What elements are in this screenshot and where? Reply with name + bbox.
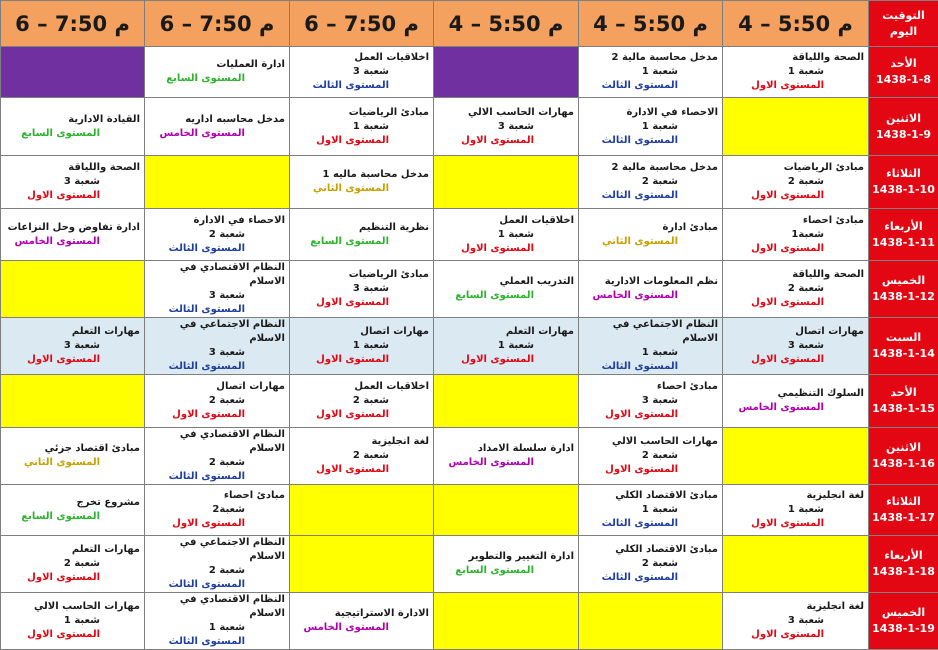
empty-slot <box>1 375 145 428</box>
day-name: الاثنين <box>869 440 938 456</box>
schedule-row <box>1 428 938 485</box>
course-level: المستوى الاول <box>583 408 718 422</box>
course-cell <box>145 47 290 98</box>
course-level: المستوى الاول <box>149 408 285 422</box>
course-name: اخلاقيات العمل <box>294 380 429 394</box>
course-name: الاحصاء في الادارة <box>149 214 285 228</box>
course-section: شعبة 2 <box>583 449 718 463</box>
day-cell <box>869 318 938 375</box>
course-name: مبادئ اقتصاد جزئي <box>5 442 140 456</box>
schedule-row <box>1 47 938 98</box>
course-level: المستوى السابع <box>438 564 574 578</box>
course-section: شعبة 3 <box>294 282 429 296</box>
day-date: 1438-1-19 <box>869 621 938 637</box>
course-cell <box>145 593 290 650</box>
day-cell <box>869 209 938 261</box>
course-name: القيادة الادارية <box>5 113 140 127</box>
schedule-row <box>1 375 938 428</box>
course-level: المستوى السابع <box>438 289 574 303</box>
course-section: شعبة 2 <box>149 394 285 408</box>
course-level: المستوى الثالث <box>583 360 718 374</box>
course-name: مبادئ احصاء <box>583 380 718 394</box>
course-name: نظم المعلومات الادارية <box>583 275 718 289</box>
course-cell <box>579 98 723 156</box>
course-cell <box>723 156 869 209</box>
blocked-slot <box>434 47 579 98</box>
header-row <box>1 1 938 47</box>
slot-header-1: 4 – 5:50 م <box>723 1 869 47</box>
course-section: شعبة 3 <box>294 65 429 79</box>
course-name: لغة انجليزية <box>294 435 429 449</box>
course-level: المستوى الخامس <box>294 621 429 635</box>
course-level: المستوى الاول <box>5 189 140 203</box>
course-section: شعبة 2 <box>727 175 864 189</box>
course-level: المستوى الاول <box>149 517 285 531</box>
course-section: شعبة 2 <box>149 456 285 470</box>
course-name: مهارات التعلم <box>5 325 140 339</box>
course-cell <box>579 209 723 261</box>
day-name: الأربعاء <box>869 219 938 235</box>
course-section: شعبة 1 <box>727 65 864 79</box>
course-level: المستوى الثالث <box>294 79 429 93</box>
course-cell <box>723 47 869 98</box>
day-date: 1438-1-12 <box>869 289 938 305</box>
slot-header-2: 4 – 5:50 م <box>579 1 723 47</box>
course-cell <box>1 318 145 375</box>
day-name: الثلاثاء <box>869 166 938 182</box>
course-name: مبادئ الرياضيات <box>294 106 429 120</box>
course-section: شعبة 1 <box>5 614 140 628</box>
course-section: شعبة 2 <box>294 394 429 408</box>
course-name: مبادئ الاقتصاد الكلي <box>583 543 718 557</box>
empty-slot <box>723 428 869 485</box>
empty-slot <box>434 156 579 209</box>
course-level: المستوى الاول <box>294 463 429 477</box>
course-level: المستوى الاول <box>727 296 864 310</box>
course-name: مبادئ احصاء <box>149 489 285 503</box>
course-section: شعبة 3 <box>727 339 864 353</box>
course-level: المستوى الخامس <box>149 127 285 141</box>
course-cell <box>290 428 434 485</box>
course-cell <box>1 98 145 156</box>
course-level: المستوى الثالث <box>149 578 285 592</box>
schedule-row <box>1 156 938 209</box>
course-section: شعبة 1 <box>727 503 864 517</box>
day-name: الخميس <box>869 273 938 289</box>
course-name: مدخل محاسبه اداريه <box>149 113 285 127</box>
empty-slot <box>290 536 434 593</box>
course-cell <box>145 261 290 318</box>
course-level: المستوى الثالث <box>583 189 718 203</box>
course-cell <box>290 209 434 261</box>
course-cell <box>723 261 869 318</box>
day-date: 1438-1-11 <box>869 235 938 251</box>
day-date: 1438-1-14 <box>869 346 938 362</box>
course-cell <box>145 98 290 156</box>
schedule-row <box>1 209 938 261</box>
course-cell <box>723 485 869 536</box>
day-cell <box>869 261 938 318</box>
course-cell <box>434 209 579 261</box>
blocked-slot <box>1 47 145 98</box>
empty-slot <box>290 485 434 536</box>
course-level: المستوى الثالث <box>149 635 285 649</box>
course-level: المستوى الثاني <box>5 456 140 470</box>
slot-header-4: 6 – 7:50 م <box>290 1 434 47</box>
course-cell <box>145 318 290 375</box>
course-level: المستوى الاول <box>727 189 864 203</box>
day-cell <box>869 98 938 156</box>
empty-slot <box>434 593 579 650</box>
course-level: المستوى الثاني <box>583 235 718 249</box>
course-name: مشروع تخرج <box>5 496 140 510</box>
course-level: المستوى الثالث <box>583 571 718 585</box>
course-level: المستوى الثالث <box>583 134 718 148</box>
course-name: مبادئ ادارة <box>583 221 718 235</box>
course-section: شعبة 2 <box>149 564 285 578</box>
empty-slot <box>723 536 869 593</box>
course-cell <box>579 156 723 209</box>
course-cell <box>434 98 579 156</box>
slot-header-5: 6 – 7:50 م <box>145 1 290 47</box>
course-section: شعبة2 <box>149 503 285 517</box>
course-level: المستوى الاول <box>438 134 574 148</box>
schedule-row <box>1 318 938 375</box>
course-cell <box>434 261 579 318</box>
course-level: المستوى الثالث <box>149 303 285 317</box>
course-name: ادارة سلسلة الامداد <box>438 442 574 456</box>
empty-slot <box>434 375 579 428</box>
course-name: الصحة واللياقة <box>5 161 140 175</box>
schedule-row <box>1 98 938 156</box>
course-name: النظام الاقتصادي في الاسلام <box>149 593 285 621</box>
course-cell <box>579 536 723 593</box>
course-cell <box>579 428 723 485</box>
course-name: مدخل محاسبة ماليه 1 <box>294 168 429 182</box>
course-name: الادارة الاستراتيجية <box>294 607 429 621</box>
course-cell <box>290 318 434 375</box>
day-name: الأربعاء <box>869 548 938 564</box>
course-cell <box>1 428 145 485</box>
course-section: شعبة 2 <box>583 557 718 571</box>
course-cell <box>434 428 579 485</box>
course-section: شعبة 1 <box>583 346 718 360</box>
day-date: 1438-1-9 <box>869 127 938 143</box>
empty-slot <box>145 156 290 209</box>
course-cell <box>145 209 290 261</box>
course-section: شعبة 2 <box>294 449 429 463</box>
course-name: مبادئ الرياضيات <box>294 268 429 282</box>
course-level: المستوى الثالث <box>583 79 718 93</box>
course-cell <box>434 536 579 593</box>
course-level: المستوى الاول <box>438 242 574 256</box>
course-cell <box>145 428 290 485</box>
course-name: مهارات الحاسب الالي <box>5 600 140 614</box>
course-section: شعبة 3 <box>727 614 864 628</box>
course-cell <box>290 375 434 428</box>
day-date: 1438-1-8 <box>869 72 938 88</box>
corner-day-label: اليوم <box>869 24 938 40</box>
course-level: المستوى الاول <box>5 571 140 585</box>
course-cell <box>290 261 434 318</box>
empty-slot <box>434 485 579 536</box>
course-name: مدخل محاسبة مالية 2 <box>583 161 718 175</box>
course-name: النظام الاجتماعي في الاسلام <box>149 318 285 346</box>
course-name: مهارات اتصال <box>294 325 429 339</box>
course-name: التدريب العملي <box>438 275 574 289</box>
course-name: النظام الاقتصادي في الاسلام <box>149 428 285 456</box>
course-section: شعبة 2 <box>583 175 718 189</box>
course-cell <box>1 485 145 536</box>
course-section: شعبة 3 <box>5 339 140 353</box>
course-name: مبادئ الرياضيات <box>727 161 864 175</box>
course-name: النظام الاقتصادي في الاسلام <box>149 261 285 289</box>
course-cell <box>579 318 723 375</box>
course-cell <box>723 209 869 261</box>
course-level: المستوى الثالث <box>149 242 285 256</box>
course-name: مهارات التعلم <box>438 325 574 339</box>
course-name: نظرية التنظيم <box>294 221 429 235</box>
course-name: اخلاقيات العمل <box>294 51 429 65</box>
course-section: شعبة 3 <box>149 346 285 360</box>
course-section: شعبة 2 <box>149 228 285 242</box>
course-cell <box>290 156 434 209</box>
course-level: المستوى الثاني <box>294 182 429 196</box>
course-level: المستوى الثالث <box>149 470 285 484</box>
course-cell <box>290 593 434 650</box>
course-level: المستوى الخامس <box>5 235 140 249</box>
course-section: شعبة 2 <box>5 557 140 571</box>
course-level: المستوى الاول <box>294 353 429 367</box>
course-section: شعبة 1 <box>294 120 429 134</box>
course-name: لغة انجليزية <box>727 489 864 503</box>
course-cell <box>723 318 869 375</box>
course-cell <box>723 593 869 650</box>
course-name: مهارات التعلم <box>5 543 140 557</box>
course-cell <box>1 536 145 593</box>
course-level: المستوى الاول <box>727 353 864 367</box>
course-section: شعبة 3 <box>5 175 140 189</box>
empty-slot <box>1 261 145 318</box>
schedule-row <box>1 536 938 593</box>
course-name: مبادئ احصاء <box>727 214 864 228</box>
course-name: الصحة واللياقة <box>727 268 864 282</box>
course-level: المستوى الاول <box>5 353 140 367</box>
day-name: السبت <box>869 330 938 346</box>
course-name: النظام الاجتماعي في الاسلام <box>149 536 285 564</box>
course-name: ادارة التغيير والتطوير <box>438 550 574 564</box>
course-section: شعبة 1 <box>583 503 718 517</box>
course-name: مدخل محاسبة مالية 2 <box>583 51 718 65</box>
day-date: 1438-1-17 <box>869 510 938 526</box>
day-name: الأحد <box>869 385 938 401</box>
empty-slot <box>723 98 869 156</box>
course-cell <box>1 593 145 650</box>
corner-header <box>869 1 938 47</box>
course-cell <box>579 261 723 318</box>
course-level: المستوى الاول <box>727 79 864 93</box>
day-cell <box>869 428 938 485</box>
slot-header-6: 6 – 7:50 م <box>1 1 145 47</box>
course-level: المستوى الاول <box>727 242 864 256</box>
corner-time-label: التوقيت <box>869 8 938 24</box>
course-section: شعبة 1 <box>294 339 429 353</box>
course-section: شعبة 1 <box>583 65 718 79</box>
course-name: مهارات اتصال <box>149 380 285 394</box>
course-level: المستوى الاول <box>583 463 718 477</box>
course-name: مهارات الحاسب الالي <box>583 435 718 449</box>
course-level: المستوى الثالث <box>149 360 285 374</box>
course-cell <box>1 156 145 209</box>
course-level: المستوى الاول <box>294 134 429 148</box>
course-section: شعبة 1 <box>438 228 574 242</box>
empty-slot <box>579 593 723 650</box>
day-cell <box>869 47 938 98</box>
day-cell <box>869 593 938 650</box>
course-name: ادارة العمليات <box>149 58 285 72</box>
schedule-row <box>1 485 938 536</box>
day-date: 1438-1-10 <box>869 182 938 198</box>
schedule-row <box>1 261 938 318</box>
course-level: المستوى الاول <box>5 628 140 642</box>
day-cell <box>869 536 938 593</box>
course-cell <box>145 485 290 536</box>
day-date: 1438-1-15 <box>869 401 938 417</box>
course-cell <box>145 536 290 593</box>
course-section: شعبة 3 <box>583 394 718 408</box>
course-section: شعبة 2 <box>727 282 864 296</box>
course-cell <box>434 318 579 375</box>
day-name: الاثنين <box>869 111 938 127</box>
course-cell <box>290 47 434 98</box>
course-name: السلوك التنظيمي <box>727 387 864 401</box>
course-level: المستوى الثالث <box>583 517 718 531</box>
course-level: المستوى الاول <box>294 408 429 422</box>
course-level: المستوى الاول <box>727 517 864 531</box>
course-name: مهارات الحاسب الالي <box>438 106 574 120</box>
course-level: المستوى الاول <box>727 628 864 642</box>
slot-header-3: 4 – 5:50 م <box>434 1 579 47</box>
course-level: المستوى الخامس <box>438 456 574 470</box>
course-level: المستوى السابع <box>294 235 429 249</box>
course-section: شعبة1 <box>727 228 864 242</box>
course-level: المستوى الخامس <box>727 401 864 415</box>
course-section: شعبة 3 <box>149 289 285 303</box>
course-name: اخلاقيات العمل <box>438 214 574 228</box>
course-cell <box>290 98 434 156</box>
day-cell <box>869 375 938 428</box>
day-name: الأحد <box>869 56 938 72</box>
course-cell <box>723 375 869 428</box>
course-level: المستوى السابع <box>5 127 140 141</box>
schedule-row <box>1 593 938 650</box>
course-level: المستوى السابع <box>149 72 285 86</box>
course-cell <box>579 47 723 98</box>
day-date: 1438-1-18 <box>869 564 938 580</box>
course-name: الاحصاء في الادارة <box>583 106 718 120</box>
course-name: مبادئ الاقتصاد الكلي <box>583 489 718 503</box>
course-section: شعبة 1 <box>149 621 285 635</box>
course-section: شعبة 3 <box>438 120 574 134</box>
day-name: الثلاثاء <box>869 494 938 510</box>
day-cell <box>869 485 938 536</box>
course-name: النظام الاجتماعي في الاسلام <box>583 318 718 346</box>
course-level: المستوى السابع <box>5 510 140 524</box>
course-cell <box>579 375 723 428</box>
day-date: 1438-1-16 <box>869 456 938 472</box>
course-level: المستوى الخامس <box>583 289 718 303</box>
course-name: الصحة واللياقة <box>727 51 864 65</box>
course-section: شعبة 1 <box>583 120 718 134</box>
course-section: شعبة 1 <box>438 339 574 353</box>
course-cell <box>1 209 145 261</box>
day-name: الخميس <box>869 605 938 621</box>
course-level: المستوى الاول <box>438 353 574 367</box>
course-level: المستوى الاول <box>294 296 429 310</box>
course-cell <box>145 375 290 428</box>
course-name: لغة انجليزية <box>727 600 864 614</box>
course-name: ادارة تفاوض وحل النزاعات <box>5 221 140 235</box>
course-cell <box>579 485 723 536</box>
course-name: مهارات اتصال <box>727 325 864 339</box>
day-cell <box>869 156 938 209</box>
